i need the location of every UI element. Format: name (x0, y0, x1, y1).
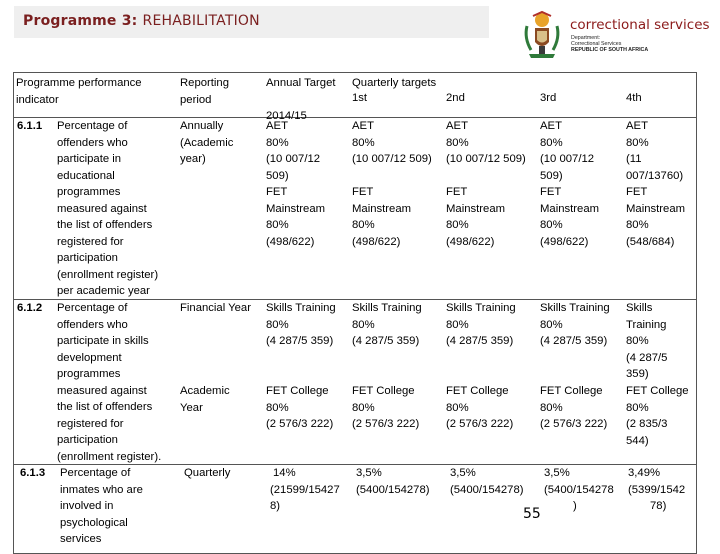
text-line: Mainstream (540, 202, 600, 215)
text-line: participate in (57, 153, 122, 165)
q1-target (352, 300, 422, 350)
text-line: 3,5% (450, 467, 476, 479)
header-period (180, 75, 229, 108)
text-line: AET (266, 120, 288, 132)
slide-title (23, 13, 260, 29)
text-line: AET (446, 120, 468, 132)
q1-target (356, 465, 430, 498)
text-line: psychological (60, 516, 128, 529)
text-line: 14% (273, 467, 296, 479)
text-line: FET College (626, 385, 689, 397)
reporting-period (180, 118, 233, 168)
title-name: REHABILITATION (142, 13, 260, 29)
q3-target (544, 465, 614, 515)
text-line: Skills Training (446, 302, 516, 314)
text-line: (10 007/12 (266, 153, 321, 165)
text-line: participation (57, 434, 118, 446)
text-line: 80% (626, 219, 649, 231)
text-line (266, 92, 336, 109)
text-line: 80% (266, 136, 289, 149)
q4-target (626, 383, 689, 449)
text-line: Academic (180, 385, 230, 397)
q2-target (450, 465, 524, 498)
text-line: FET (446, 186, 468, 198)
text-line: Mainstream (352, 202, 412, 215)
text-line: (5400/154278) (450, 483, 524, 496)
indicator-text (57, 118, 158, 300)
text-line: 359) (626, 368, 649, 380)
text-line: 80% (626, 401, 649, 414)
text-line: (5399/1542 (628, 483, 686, 496)
text-line: 80% (540, 318, 563, 331)
text-line: 80% (446, 136, 469, 149)
q1-target (352, 118, 432, 250)
text-line: 509) (540, 169, 563, 182)
text-line: FET (352, 186, 374, 198)
department-lines (571, 35, 648, 53)
text-line: Annually (180, 120, 224, 132)
text-line: (10 007/12 509) (352, 153, 432, 165)
text-line: (11 (626, 153, 642, 165)
brand-name: correctional services (570, 17, 710, 33)
dept-line: Correctional Services (571, 41, 622, 47)
header-q2: 2nd (446, 92, 465, 104)
text-line: AET (540, 120, 562, 132)
text-line: Percentage of (60, 467, 131, 479)
text-line: 80% (266, 401, 289, 414)
text-line: participation (57, 252, 118, 264)
text-line: 80% (446, 219, 469, 231)
text-line: (2 576/3 222) (446, 418, 514, 430)
text-line: offenders who (57, 318, 128, 331)
coat-of-arms-icon (521, 10, 563, 60)
reporting-period (180, 300, 251, 317)
text-line: Training (626, 318, 667, 331)
q2-target (446, 383, 513, 433)
text-line: 80% (446, 401, 469, 414)
text-line: (4 287/5 359) (352, 335, 420, 347)
title-programme: Programme 3: (23, 13, 138, 29)
text-line: 2014/15 (266, 110, 307, 122)
text-line: 80% (352, 219, 375, 231)
annual-target (266, 118, 325, 250)
text-line: Mainstream (626, 202, 686, 215)
text-line: Reporting (180, 77, 229, 89)
text-line: Mainstream (446, 202, 506, 215)
text-line: FET (626, 186, 648, 198)
q3-target (540, 300, 610, 350)
header-q3: 3rd (540, 92, 557, 104)
text-line: Percentage of (57, 302, 128, 314)
text-line: development (57, 351, 122, 364)
header-q4: 4th (626, 92, 642, 104)
text-line: Skills Training (266, 302, 336, 314)
text-line: registered for (57, 417, 124, 430)
text-line: educational (57, 169, 115, 182)
dept-line: REPUBLIC OF SOUTH AFRICA (571, 47, 649, 53)
text-line: 3,5% (356, 467, 382, 479)
text-line: involved in (60, 500, 114, 512)
row-number: 6.1.2 (17, 302, 43, 314)
text-line (446, 168, 526, 185)
text-line: indicator (16, 93, 59, 106)
text-line: Annual Target (266, 77, 336, 89)
text-line: (2 576/3 222) (540, 418, 608, 430)
annual-target (266, 300, 336, 350)
text-line: (498/622) (352, 235, 401, 248)
text-line: (10 007/12 (540, 153, 595, 165)
annual-target (266, 383, 333, 433)
q2-target (446, 300, 516, 350)
indicator-text (57, 300, 161, 465)
text-line: (21599/15427 (270, 483, 340, 496)
text-line: (498/622) (446, 235, 495, 248)
text-line: 78) (650, 500, 667, 512)
text-line: (4 287/5 359) (540, 335, 608, 347)
row-number: 6.1.3 (20, 467, 46, 479)
text-line (352, 168, 432, 185)
text-line: (2 576/3 222) (266, 418, 334, 430)
text-line: 80% (626, 335, 649, 347)
text-line: 80% (352, 318, 375, 331)
text-line: 80% (352, 136, 375, 149)
text-line: 80% (266, 318, 289, 331)
reporting-period (180, 383, 230, 416)
text-line: 80% (266, 219, 289, 231)
text-line: 80% (626, 136, 649, 149)
indicator-text (60, 465, 143, 548)
row-number: 6.1.1 (17, 120, 43, 132)
text-line: 80% (540, 219, 563, 231)
text-line: FET (266, 186, 288, 198)
reporting-period (184, 465, 230, 482)
text-line: 80% (446, 318, 469, 331)
text-line: (2 576/3 222) (352, 418, 420, 430)
q2-target (446, 118, 526, 250)
q4-target (628, 465, 685, 515)
text-line: 544) (626, 434, 649, 447)
q4-target (626, 118, 685, 250)
text-line: services (60, 533, 102, 545)
text-line: participate in skills (57, 335, 149, 347)
text-line: FET College (540, 385, 603, 397)
text-line: Skills (626, 302, 653, 314)
text-line: the list of offenders (57, 219, 153, 231)
q4-target (626, 300, 667, 383)
text-line: (2 835/3 (626, 418, 668, 430)
text-line: AET (352, 120, 374, 132)
text-line: 80% (352, 401, 375, 414)
header-q1: 1st (352, 92, 368, 104)
text-line: (10 007/12 509) (446, 153, 526, 165)
text-line: FET College (446, 385, 509, 397)
q1-target (352, 383, 419, 433)
text-line: per academic year (57, 285, 150, 297)
text-line: programmes (57, 186, 121, 198)
text-line: AET (626, 120, 648, 132)
text-line: registered for (57, 235, 124, 248)
text-line: Mainstream (266, 202, 326, 215)
text-line: 80% (540, 136, 563, 149)
text-line: Financial Year (180, 302, 251, 314)
text-line: (enrollment register). (57, 450, 162, 463)
page-number: 55 (523, 506, 541, 522)
text-line: FET College (352, 385, 415, 397)
text-line: year) (180, 153, 206, 165)
text-line: 80% (540, 401, 563, 414)
text-line: 8) (270, 500, 281, 512)
text-line: (548/684) (626, 235, 675, 248)
text-line: inmates who are (60, 483, 143, 496)
text-line: (498/622) (540, 235, 589, 248)
text-line: (Academic (180, 136, 234, 149)
text-line: Skills Training (352, 302, 422, 314)
text-line: FET (540, 186, 562, 198)
text-line: offenders who (57, 136, 128, 149)
text-line: (4 287/5 359) (266, 335, 334, 347)
text-line: (4 287/5 359) (446, 335, 514, 347)
text-line: the list of offenders (57, 401, 153, 413)
q3-target (540, 118, 599, 250)
text-line: period (180, 93, 212, 106)
text-line: measured against (57, 384, 147, 397)
text-line: 509) (266, 169, 289, 182)
text-line: (498/622) (266, 235, 315, 248)
text-line: measured against (57, 202, 147, 215)
text-line: 007/13760) (626, 169, 684, 182)
text-line: 3,5% (544, 467, 570, 479)
text-line: (5400/154278 (544, 483, 614, 496)
q3-target (540, 383, 607, 433)
annual-target (270, 465, 340, 515)
text-line: (enrollment register) (57, 268, 159, 281)
text-line: Programme performance (16, 77, 142, 89)
text-line: Quarterly (184, 467, 231, 479)
text-line: (5400/154278) (356, 483, 430, 496)
text-line: 3,49% (628, 467, 661, 479)
text-line: Percentage of (57, 120, 128, 132)
header-indicator (16, 75, 142, 108)
text-line: Year (180, 401, 203, 414)
text-line: FET College (266, 385, 329, 397)
text-line: ) (573, 500, 577, 512)
dept-line: Department: (571, 35, 601, 41)
header-quarterly: Quarterly targets (352, 77, 437, 89)
text-line: programmes (57, 368, 121, 380)
text-line: Skills Training (540, 302, 610, 314)
text-line: (4 287/5 (626, 351, 668, 364)
